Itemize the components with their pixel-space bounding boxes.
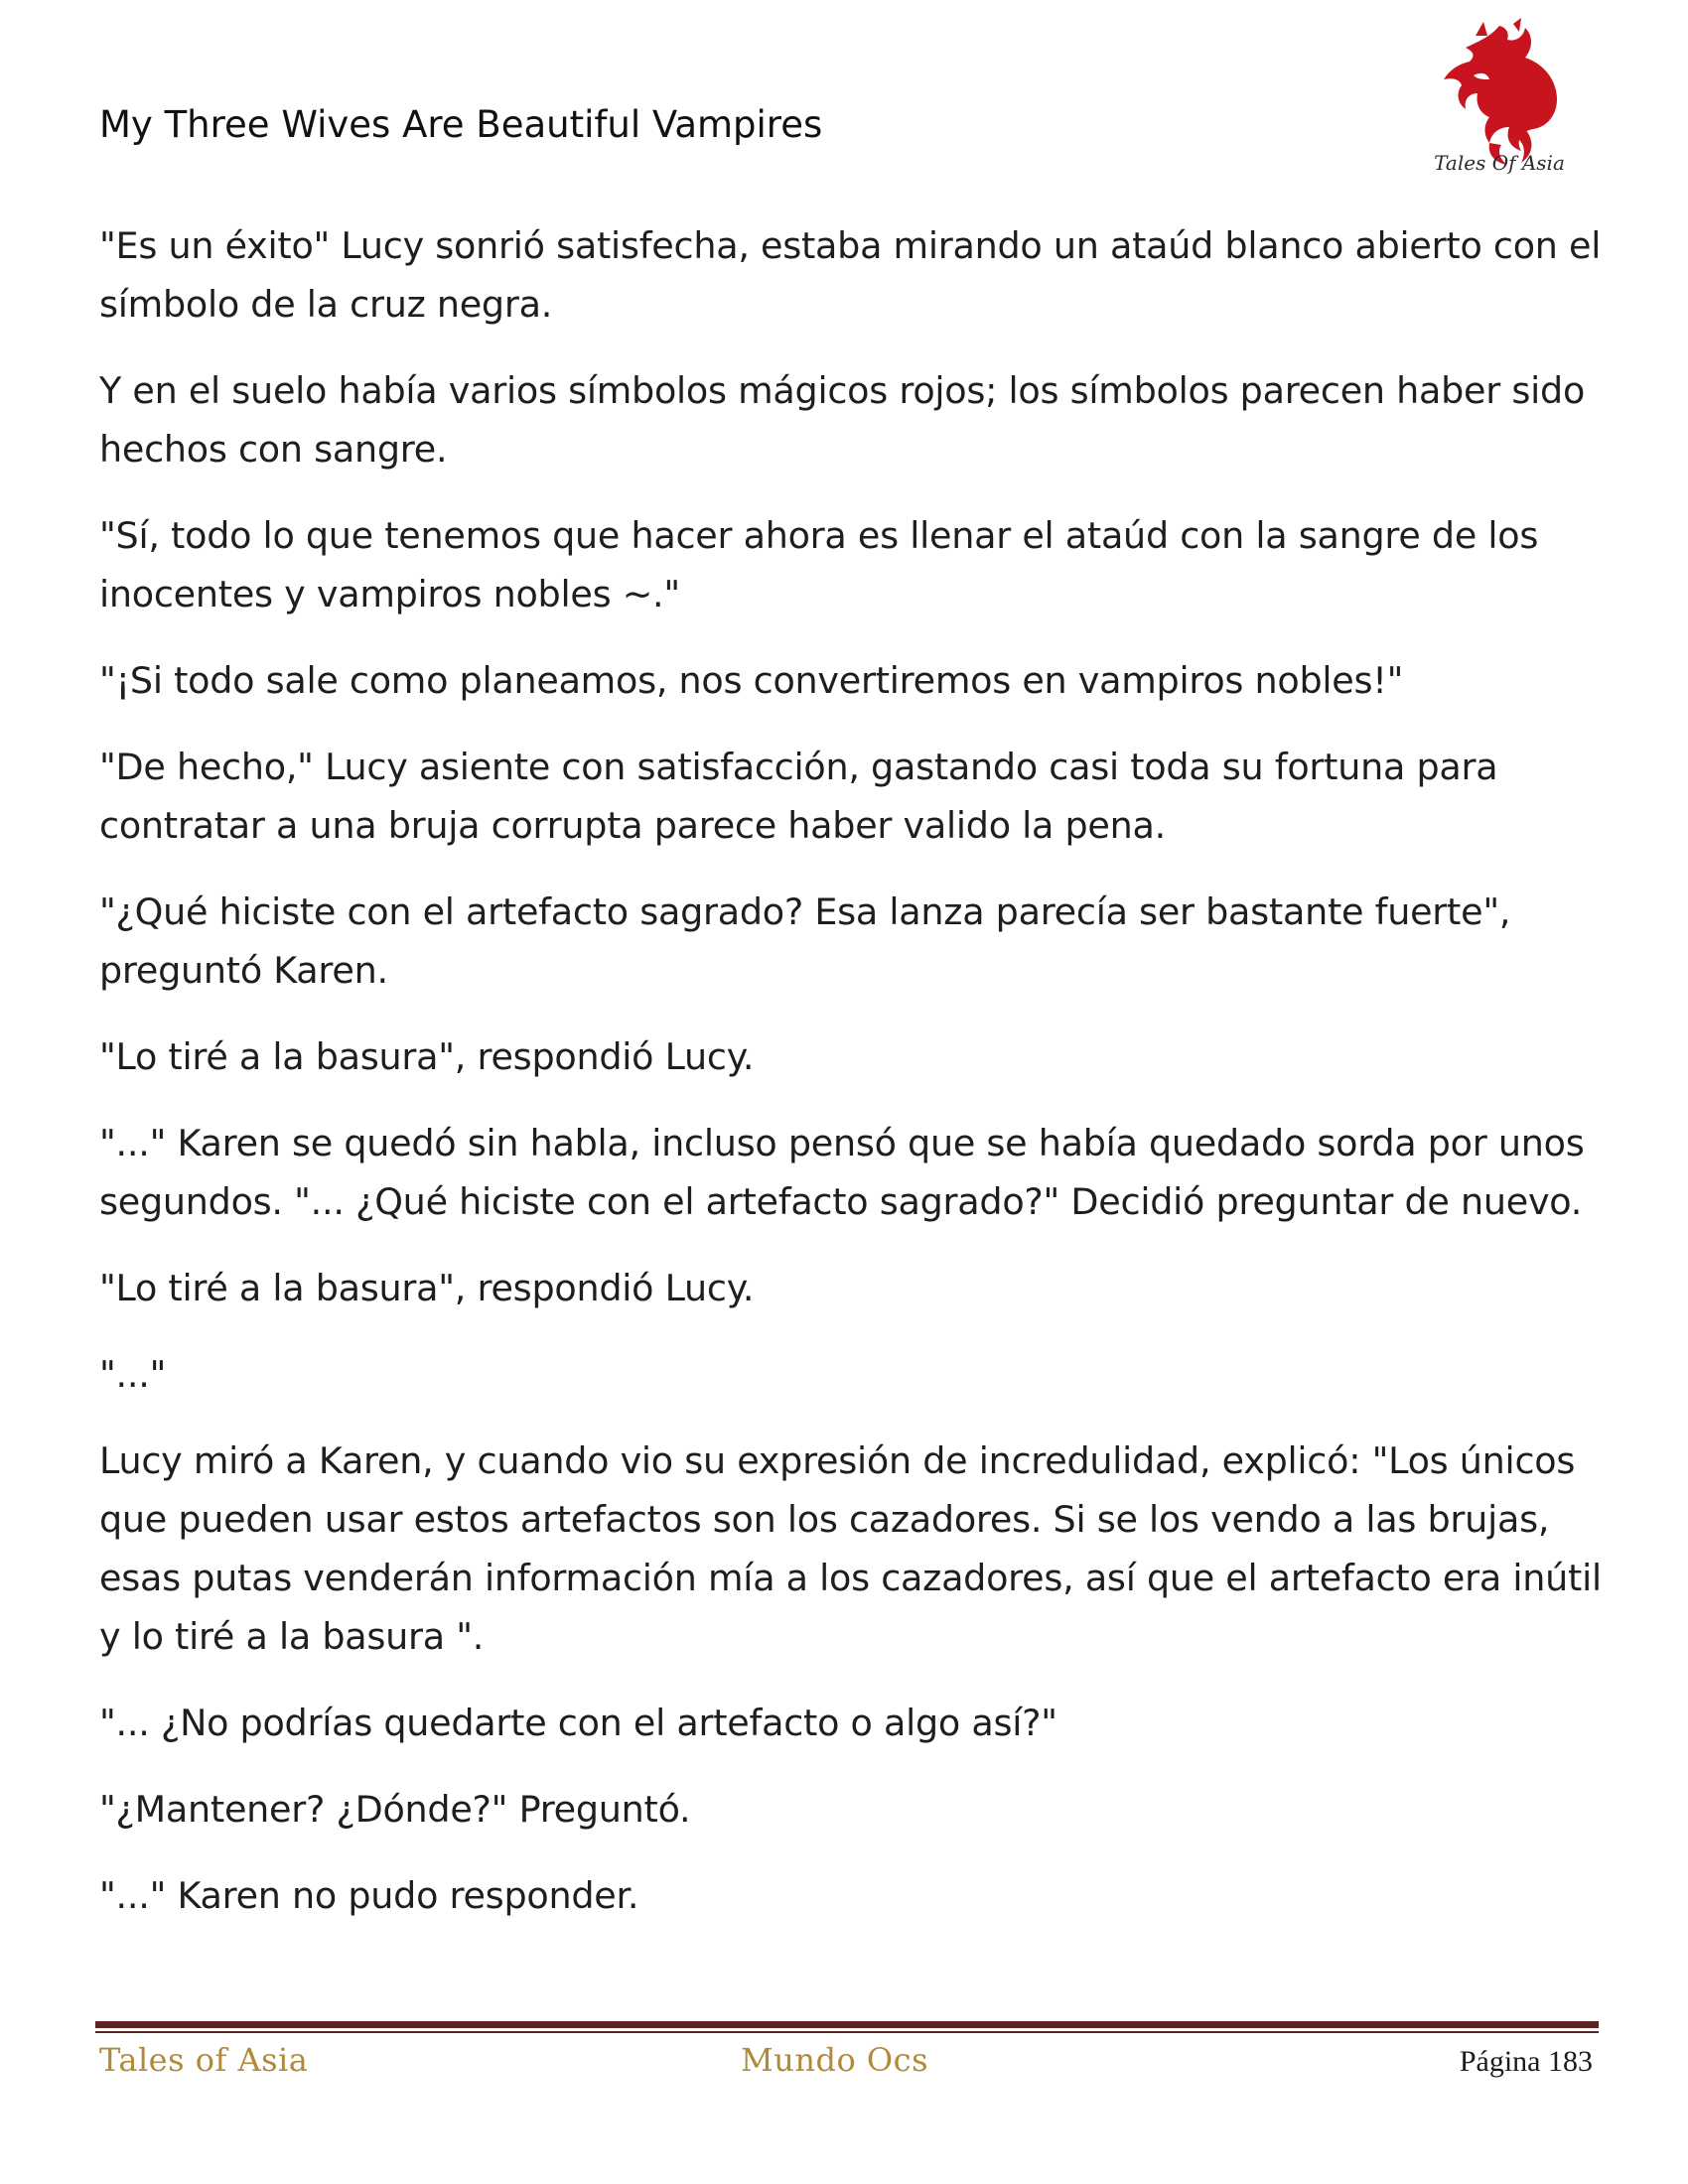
- footer-divider-thin: [95, 2031, 1599, 2033]
- paragraph: "¡Si todo sale como planeamos, nos convertiremos en vampiros nobles!": [99, 659, 1404, 702]
- paragraph: "De hecho," Lucy asiente con satisfacción, gastando casi toda su fortuna para contratar a una bruja corrupta parece haber valido la pena.: [99, 746, 1498, 847]
- paragraph: "¿Mantener? ¿Dónde?" Preguntó.: [99, 1788, 691, 1831]
- paragraph: "Lo tiré a la basura", respondió Lucy.: [99, 1267, 755, 1309]
- paragraph: Y en el suelo había varios símbolos mágicos rojos; los símbolos parecen haber sido hechos con sangre.: [99, 369, 1586, 471]
- page-header-title: My Three Wives Are Beautiful Vampires: [99, 103, 823, 146]
- footer-section-name: Mundo Ocs: [741, 2041, 928, 2079]
- paragraph: "Sí, todo lo que tenemos que hacer ahora es llenar el ataúd con la sangre de los inocentes y vampiros nobles ~.": [99, 514, 1539, 615]
- paragraph: "Lo tiré a la basura", respondió Lucy.: [99, 1035, 755, 1078]
- paragraph: Lucy miró a Karen, y cuando vio su expresión de incredulidad, explicó: "Los únicos que pueden usar estos artefactos son los cazadores. Si se los vendo a las brujas, esas putas venderán información mía a los cazadores, así que el artefacto era inútil y lo tiré a la basura ".: [99, 1439, 1602, 1658]
- paragraph: "... ¿No podrías quedarte con el artefacto o algo así?": [99, 1702, 1057, 1744]
- logo-caption: Tales Of Asia: [1434, 151, 1565, 175]
- footer-site-name: Tales of Asia: [99, 2041, 309, 2079]
- paragraph: "Es un éxito" Lucy sonrió satisfecha, estaba mirando un ataúd blanco abierto con el símbolo de la cruz negra.: [99, 224, 1602, 326]
- body-text: [99, 216, 1609, 1953]
- paragraph: "¿Qué hiciste con el artefacto sagrado? Esa lanza parecía ser bastante fuerte", preguntó Karen.: [99, 890, 1511, 992]
- page-number: Página 183: [1459, 2045, 1593, 2078]
- paragraph: "..." Karen no pudo responder.: [99, 1874, 639, 1917]
- paragraph: "..." Karen se quedó sin habla, incluso pensó que se había quedado sorda por unos segundos. "... ¿Qué hiciste con el artefacto sagrado?" Decidió preguntar de nuevo.: [99, 1122, 1585, 1223]
- paragraph: "...": [99, 1353, 167, 1396]
- footer-divider: [95, 2021, 1599, 2028]
